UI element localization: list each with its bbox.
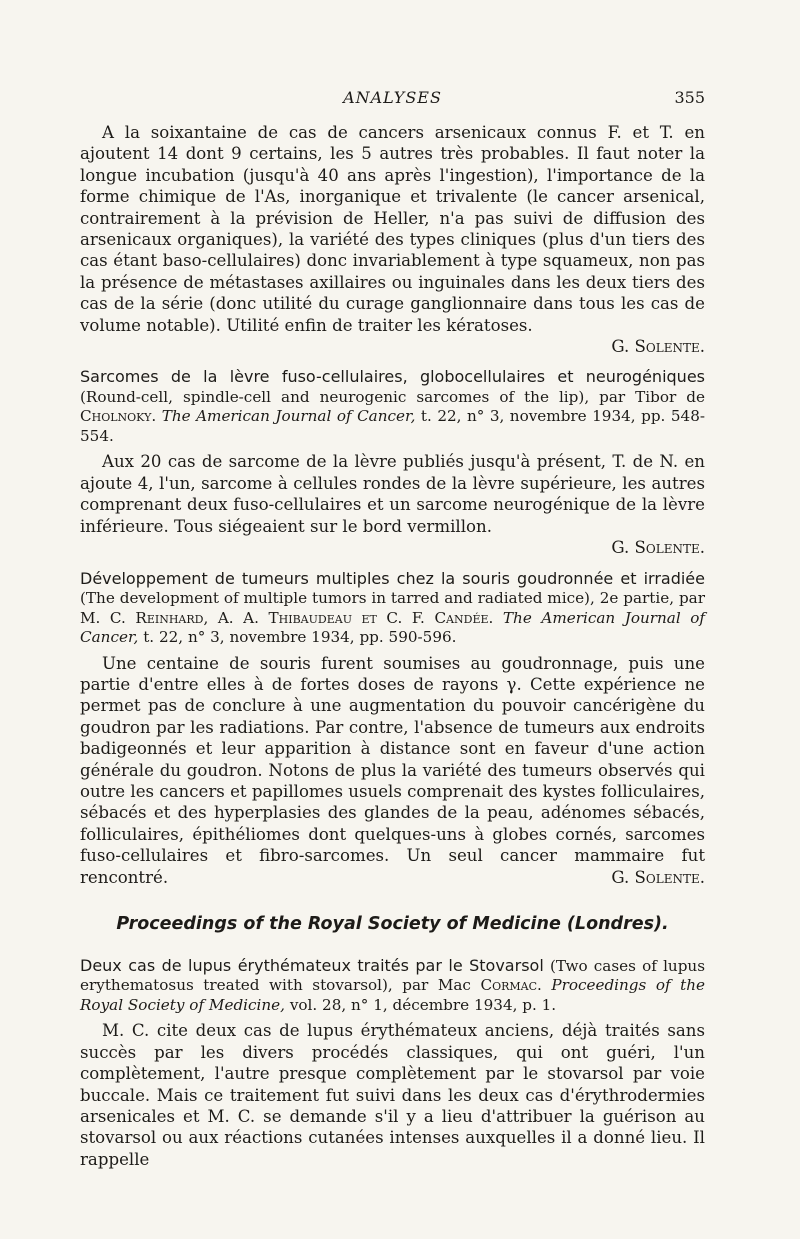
article-journal: Proceedings of the Royal Society of Medicine,: [80, 976, 705, 1014]
article-entry: [80, 956, 705, 1170]
article-body: M. C. cite deux cas de lupus érythémateux anciens, déjà traités sans succès par les divers procédés classiques, qui ont guéri, l'un complètement, l'autre presque complètement par le stovarsol par voie buccale. Mais ce traitement fut suivi dans les deux cas d'érythrodermies arsenicales et M. C. se demande s'il y a lieu d'attribuer la guérison au stovarsol ou aux réactions cutanées intenses auxquelles il a donné lieu. Il rappelle: [80, 1021, 705, 1169]
article-signature: G. Solente.: [611, 538, 705, 558]
article-header: [80, 569, 705, 648]
section-heading: Proceedings of the Royal Society of Medicine (Londres).: [116, 914, 669, 935]
article-body: Aux 20 cas de sarcome de la lèvre publiés jusqu'à présent, T. de N. en ajoute 4, l'un, sarcome à cellules rondes de la lèvre supérieure, les autres comprenant deux fuso-cellulaires et un sarcome neurogénique de la lèvre inférieure. Tous siégeaient sur le bord vermillon.: [80, 452, 705, 536]
article-authors: Cholnoky.: [80, 407, 157, 426]
article-citation: t. 22, n° 3, novembre 1934, pp. 590-596.: [143, 628, 457, 646]
intro-entry: [80, 122, 705, 357]
page-content: [80, 122, 705, 1170]
intro-paragraph: A la soixantaine de cas de cancers arsenicaux connus F. et T. en ajoutent 14 dont 9 certains, les 5 autres très probables. Il faut noter la longue incubation (jusqu'à 40 ans après l'ingestion), l'importance de la forme chimique de l'As, inorganique et trivalente (le cancer arsenical, contrairement à la prévision de Heller, n'a pas suivi de diffusion des arsenicaux organiques), la variété des types cliniques (plus d'un tiers des cas étant baso-cellulaires) donc invariablement à type squameux, non pas la présence de métastases axillaires ou inguinales dans les deux tiers des cas de la série (donc utilité du curage ganglionnaire dans tous les cas de volume notable). Utilité enfin de traiter les kératoses.: [80, 123, 705, 335]
article-entry: [80, 367, 705, 558]
article-reference: (The development of multiple tumors in tarred and radiated mice), 2e partie, par: [80, 589, 705, 607]
article-citation: vol. 28, n° 1, décembre 1934, p. 1.: [289, 995, 557, 1014]
article-reference: (Round-cell, spindle-cell and neurogenic sarcomes of the lip), par Tibor de: [80, 387, 705, 406]
article-header: [80, 956, 705, 1016]
article-signature: G. Solente.: [611, 867, 705, 887]
article-title: Développement de tumeurs multiples chez la souris goudronnée et irradiée: [80, 568, 705, 588]
article-reference: (Two cases of lupus erythematosus treated with stovarsol), par Mac: [80, 956, 706, 995]
intro-signature: G. Solente.: [611, 337, 705, 357]
article-entry: [80, 569, 705, 889]
article-header: [80, 367, 705, 446]
article-body: Une centaine de souris furent soumises au goudronnage, puis une partie d'entre elles à de fortes doses de rayons γ. Cette expérience ne permet pas de conclure à une augmentation du pouvoir cancérigène du goudron par les radiations. Par contre, l'absence de tumeurs aux endroits badigeonnés et leur apparition à distance sont en faveur d'une action générale du goudron. Notons de plus la variété des tumeurs observés qui outre les cancers et papillomes usuels comprenait des kystes folliculaires, sébacés et des hyperplasies des glandes de la peau, adénomes sébacés, folliculaires, épithéliomes dont quelques-uns à globes cornés, sarcomes fuso-cellulaires et fibro-sarcomes. Un seul cancer mammaire fut rencontré.: [80, 653, 705, 887]
article-title: Sarcomes de la lèvre fuso-cellulaires, globocellulaires et neurogéniques: [80, 367, 705, 387]
article-citation: t. 22, n° 3, novembre 1934, pp. 548-554.: [80, 407, 705, 445]
page-header: [80, 88, 705, 112]
article-authors: Cormac.: [480, 976, 542, 995]
article-journal: The American Journal of Cancer,: [80, 608, 706, 646]
article-journal: The American Journal of Cancer,: [161, 407, 416, 426]
page-number: 355: [674, 88, 705, 107]
article-authors: M. C. Reinhard, A. A. Thibaudeau et C. F. Candée.: [80, 608, 494, 627]
article-title: Deux cas de lupus érythémateux traités par le Stovarsol: [80, 955, 544, 975]
running-title: ANALYSES: [343, 88, 442, 107]
